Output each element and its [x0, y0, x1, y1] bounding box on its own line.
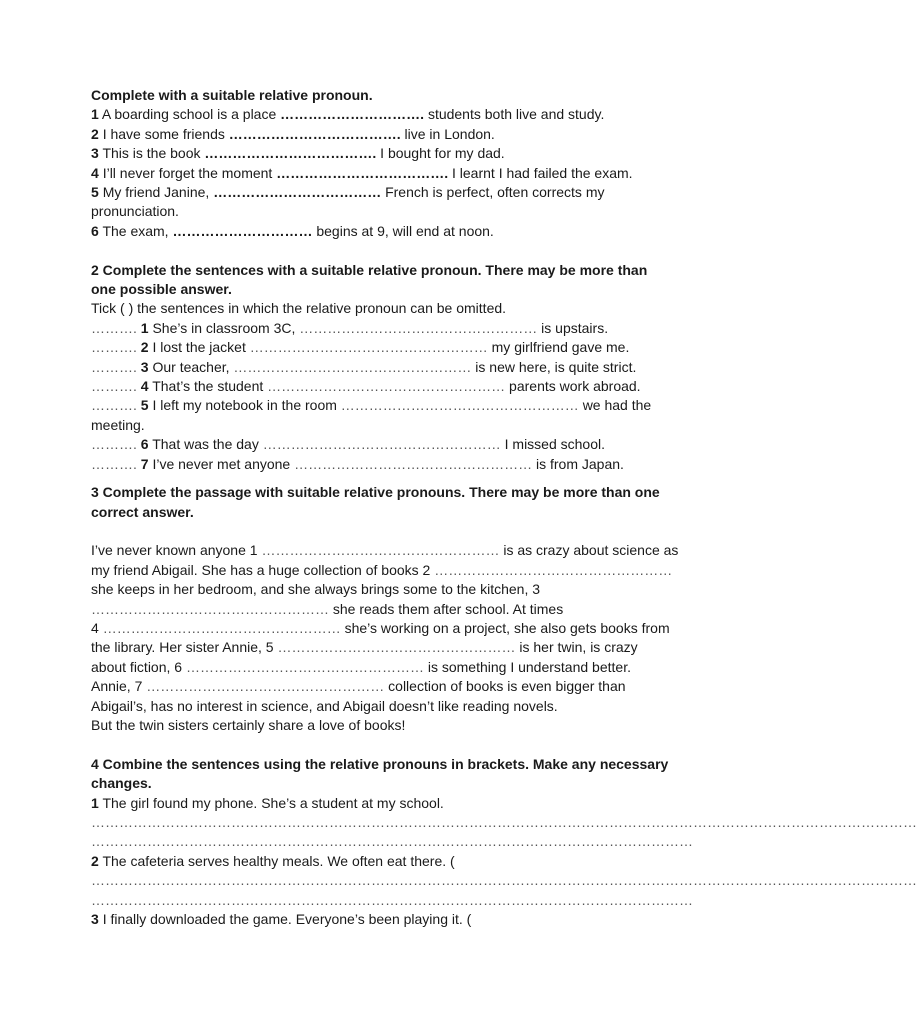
item-text: French is perfect, often corrects my pronunciation. — [91, 184, 605, 220]
tick-blank[interactable]: ………. — [91, 397, 137, 414]
passage-text: is something I understand better. — [427, 658, 631, 675]
answer-line[interactable] — [91, 891, 693, 910]
tick-blank[interactable]: ………. — [91, 436, 137, 453]
answer-line[interactable] — [91, 871, 917, 890]
passage-text: 4 — [91, 619, 99, 636]
item-text: My friend Janine, — [102, 184, 210, 201]
item-number: 5 — [91, 184, 99, 201]
passage-text: Annie, 7 — [91, 678, 143, 695]
passage-line — [91, 561, 676, 580]
item-text: I’ll never forget the moment — [102, 164, 273, 181]
exercise-1 — [91, 86, 676, 241]
answer-line[interactable] — [91, 832, 693, 851]
item-number: 3 — [91, 145, 99, 162]
item-text: live in London. — [404, 125, 495, 142]
exercise-4-title: 4 Combine the sentences using the relative pronouns in brackets. Make any necessary changes. — [91, 755, 669, 792]
item-text: I finally downloaded the game. Everyone’s been playing it. ( — [102, 911, 472, 928]
item-number: 2 — [91, 125, 99, 142]
item-text: I’ve never met anyone — [152, 455, 291, 472]
item-text: Our teacher, — [152, 358, 230, 375]
item-number: 6 — [140, 436, 149, 453]
item-text: The exam, — [102, 222, 169, 239]
tick-blank[interactable]: ………. — [91, 455, 137, 472]
item-text: is upstairs. — [541, 319, 609, 336]
item-text: I left my notebook in the room — [152, 397, 337, 414]
passage-line — [91, 580, 676, 599]
item-number: 5 — [140, 397, 149, 414]
answer-blank[interactable]: ………………………………. — [204, 145, 377, 162]
answer-blank[interactable]: ………………………… — [172, 222, 313, 239]
list-item — [91, 183, 676, 222]
passage-text: collection of books is even bigger than — [388, 678, 626, 695]
answer-blank[interactable]: …………………………………………… — [294, 455, 533, 472]
item-number: 1 — [91, 794, 99, 811]
passage-line — [91, 697, 676, 716]
answer-blank[interactable]: …………………………………………… — [277, 639, 516, 656]
exercise-4-items — [91, 794, 917, 930]
item-number: 3 — [91, 911, 99, 928]
item-number: 2 — [140, 339, 149, 356]
item-number: 3 — [140, 358, 149, 375]
answer-line[interactable] — [91, 813, 917, 832]
item-text: The girl found my phone. She’s a student at my school. — [102, 794, 444, 811]
passage-text: I’ve never known anyone 1 — [91, 542, 258, 559]
passage-line — [91, 638, 676, 657]
list-item — [91, 396, 676, 435]
item-text: I lost the jacket — [152, 339, 246, 356]
item-text: The cafeteria serves healthy meals. We often eat there. ( — [102, 852, 455, 869]
passage-text: she keeps in her bedroom, and she always brings some to the kitchen, 3 — [91, 581, 541, 598]
tick-blank[interactable]: ………. — [91, 358, 137, 375]
list-item — [91, 105, 676, 124]
list-item — [91, 125, 676, 144]
answer-dots[interactable]: …………………………………………………………………………………………………………………………………………………………… — [91, 813, 917, 830]
list-item — [91, 319, 676, 338]
exercise-2 — [91, 261, 676, 474]
tick-blank[interactable]: ………. — [91, 339, 137, 356]
passage-text: she’s working on a project, she also gets books from — [344, 619, 670, 636]
answer-dots[interactable]: ………………………………………………………………………………………………………………… — [91, 891, 693, 908]
answer-blank[interactable]: …………………………………………… — [267, 378, 506, 395]
passage-line — [91, 658, 676, 677]
answer-blank[interactable]: …………………………………………… — [146, 678, 385, 695]
passage-line — [91, 619, 676, 638]
item-text: students both live and study. — [427, 106, 605, 123]
list-item — [91, 144, 676, 163]
item-text: is new here, is quite strict. — [475, 358, 637, 375]
item-text: my girlfriend gave me. — [491, 339, 630, 356]
passage-text: my friend Abigail. She has a huge collection of books 2 — [91, 561, 431, 578]
list-item — [91, 455, 676, 474]
item-number: 2 — [91, 852, 99, 869]
exercise-3 — [91, 483, 679, 735]
passage-line — [91, 677, 676, 696]
item-text: we had the meeting. — [91, 397, 652, 433]
tick-blank[interactable]: ………. — [91, 319, 137, 336]
answer-blank[interactable]: ……………………………… — [213, 184, 382, 201]
list-item — [91, 164, 676, 183]
item-text: I bought for my dad. — [380, 145, 505, 162]
item-text: parents work abroad. — [509, 378, 641, 395]
item-text: begins at 9, will end at noon. — [316, 222, 494, 239]
passage-line — [91, 716, 676, 735]
exercise-3-title: 3 Complete the passage with suitable relative pronouns. There may be more than one correct answer. — [91, 484, 660, 520]
answer-blank[interactable]: …………………………………………… — [185, 658, 424, 675]
item-text: I missed school. — [504, 436, 605, 453]
answer-blank[interactable]: ………………………………. — [276, 164, 449, 181]
item-number: 7 — [140, 455, 149, 472]
answer-blank[interactable]: …………………………………………… — [340, 397, 579, 414]
tick-blank[interactable]: ………. — [91, 378, 137, 395]
exercise-2-title: 2 Complete the sentences with a suitable relative pronoun. There may be more than one possible answer. — [91, 261, 648, 298]
list-item — [91, 222, 676, 241]
passage-text: is as crazy about science as — [503, 542, 679, 559]
item-text: This is the book — [102, 145, 201, 162]
answer-blank[interactable]: …………………………………………… — [262, 436, 501, 453]
exercise-1-items — [91, 105, 676, 241]
list-item — [91, 852, 676, 871]
answer-dots[interactable]: …………………………………………………………………………………………………………………………………………………………… — [91, 872, 917, 889]
answer-blank[interactable]: …………………………………………… — [102, 619, 341, 636]
exercise-2-items — [91, 319, 676, 474]
answer-blank[interactable]: …………………………………………… — [434, 561, 673, 578]
list-item — [91, 435, 676, 454]
passage-text: But the twin sisters certainly share a love of books! — [91, 716, 406, 733]
item-number: 1 — [140, 319, 149, 336]
list-item — [91, 910, 676, 929]
answer-blank[interactable]: ………………………………. — [228, 125, 401, 142]
passage-line — [91, 600, 676, 619]
list-item — [91, 358, 676, 377]
answer-dots[interactable]: ………………………………………………………………………………………………………………… — [91, 833, 693, 850]
answer-blank[interactable]: …………………………………………… — [249, 339, 488, 356]
passage-text: about fiction, 6 — [91, 658, 183, 675]
answer-blank[interactable]: …………………………………………… — [91, 600, 329, 617]
passage-text: the library. Her sister Annie, 5 — [91, 639, 274, 656]
item-text: I have some friends — [102, 125, 225, 142]
exercise-4 — [91, 755, 917, 930]
list-item — [91, 794, 676, 813]
item-number: 4 — [91, 164, 99, 181]
exercise-1-title: Complete with a suitable relative pronoun. — [91, 87, 373, 103]
answer-blank[interactable]: …………………………. — [280, 106, 425, 123]
passage-line — [91, 541, 679, 560]
item-text: A boarding school is a place — [101, 106, 277, 123]
item-number: 6 — [91, 222, 99, 239]
item-number: 4 — [140, 378, 149, 395]
answer-blank[interactable]: …………………………………………… — [233, 358, 472, 375]
passage-text: Abigail’s, has no interest in science, and Abigail doesn’t like reading novels. — [91, 697, 558, 714]
exercise-3-passage — [91, 541, 679, 735]
list-item — [91, 377, 676, 396]
item-text: She’s in classroom 3C, — [152, 319, 296, 336]
list-item — [91, 338, 676, 357]
item-text: is from Japan. — [536, 455, 624, 472]
exercise-2-instruction: Tick ( ) the sentences in which the relative pronoun can be omitted. — [91, 300, 507, 317]
passage-text: is her twin, is crazy — [519, 639, 638, 656]
item-text: That was the day — [152, 436, 259, 453]
item-number: 1 — [91, 106, 99, 123]
passage-text: she reads them after school. At times — [332, 600, 564, 617]
item-text: I learnt I had failed the exam. — [452, 164, 633, 181]
item-text: That’s the student — [152, 378, 264, 395]
answer-blank[interactable]: …………………………………………… — [299, 319, 538, 336]
answer-blank[interactable]: …………………………………………… — [261, 542, 500, 559]
